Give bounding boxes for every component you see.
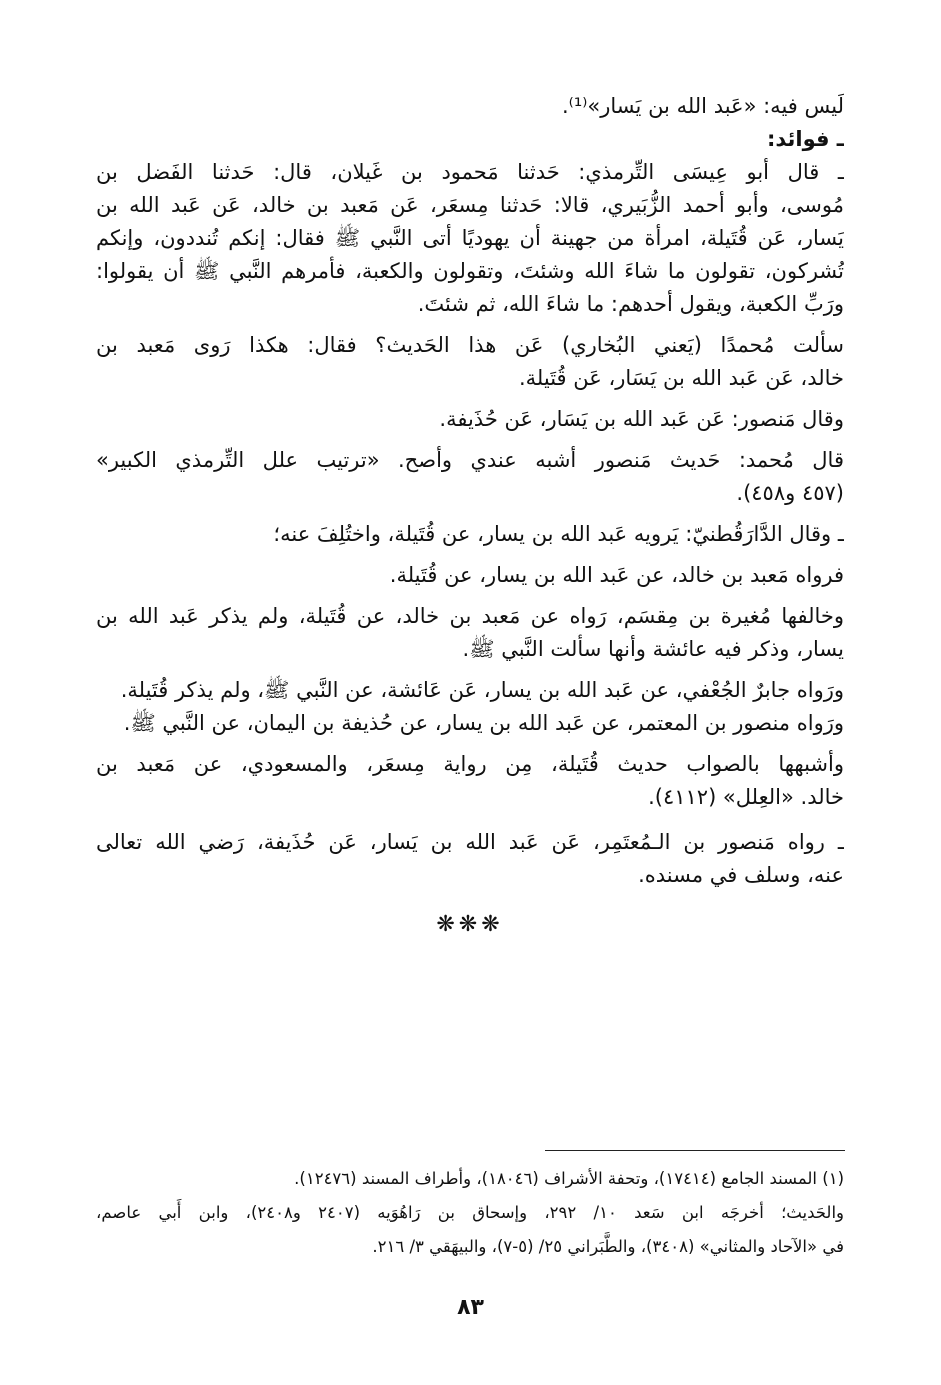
footnote-line: (١) المسند الجامع (١٧٤١٤)، وتحفة الأشراف (١٨٠٤٦)، وأطراف المسند (١٢٤٧٦). [294,1169,844,1188]
section-separator: ❋❋❋ [436,912,504,937]
main-text [96,90,844,940]
text-line: لَيس فيه: «عَبد الله بن يَسار»⁽¹⁾. [562,94,844,118]
text-line: ـ رواه مَنصور بن الـمُعتَمِر، عَن عَبد الله بن يَسار، عَن حُذَيفة، رَضي الله تعالى [96,830,844,854]
text-line: وأشبهها بالصواب حديث قُتَيلة، مِن رواية مِسعَر، والمسعودي، عن مَعبد بن [96,752,844,776]
text-line: سأَلت مُحمدًا (يَعني البُخاري) عَن هذا الحَديث؟ فقال: هكذا رَوى مَعبد بن [96,333,844,357]
text-line: تُشركون، تقولون ما شاءَ الله وشئتَ، وتقولون والكعبة، فأمرهم النَّبي ﷺ أن يقولوا: [96,259,844,283]
footnote-line: والحَديث؛ أخرجَه ابن سَعد ١٠/ ٢٩٢، وإسحاق بن رَاهُوَيه (٢٤٠٧ و٢٤٠٨)، وابن أَبي عاصم، [96,1203,844,1222]
section-heading: ـ فوائد: [766,127,844,151]
text-line: يَسار، عَن قُتَيلة، امرأة من جهينة أن يهوديًا أتى النَّبي ﷺ فقال: إنكم تُنددون، وإنكم [96,226,844,250]
text-line: (٤٥٧ و٤٥٨). [736,481,844,505]
text-line: ورَبِّ الكعبة، ويقول أحدهم: ما شاءَ الله، ثم شئتَ. [417,292,844,316]
text-line: خالد، عَن عَبد الله بن يَسَار، عَن قُتَيلة. [519,366,844,390]
text-line: خالد. «العِلل» (٤١١٢). [648,785,844,809]
footnotes [96,1162,844,1264]
text-line: وقال مَنصور: عَن عَبد الله بن يَسَار، عَن حُذَيفة. [439,407,844,431]
text-line: ـ وقال الدَّارَقُطنيّ: يَرويه عَبد الله بن يسار، عن قُتَيلة، واختُلِفَ عنه؛ [273,522,844,546]
text-line: ورَواه جابرٌ الجُعْفي، عن عَبد الله بن يسار، عَن عَائشة، عن النَّبي ﷺ، ولم يذكر قُتَيلة. [120,678,844,702]
text-line: ـ قال أبو عِيسَى التِّرمذي: حَدثنا مَحمود بن غَيلان، قال: حَدثنا الفَضل بن [96,160,844,184]
text-line: عنه، وسلف في مسنده. [638,863,844,887]
text-line: فرواه مَعبد بن خالد، عن عَبد الله بن يسار، عن قُتَيلة. [389,563,844,587]
footnote-line: في «الآحاد والمثاني» (٣٤٠٨)، والطَّبَراني ٢٥/ (٥-٧)، والبيهَقي ٣/ ٢١٦. [372,1237,844,1256]
text-line: يسار، وذكر فيه عائشة وأنها سأَلت النَّبي ﷺ. [462,637,844,661]
text-line: مُوسى، وأبو أحمد الزُّبَيري، قالا: حَدثنا مِسعَر، عَن مَعبد بن خالد، عَن عَبد الله بن [96,193,844,217]
text-line: ورَواه منصور بن المعتمر، عن عَبد الله بن يسار، عن حُذيفة بن اليمان، عن النَّبي ﷺ. [123,711,844,735]
text-line: وخالفها مُغيرة بن مِقسَم، رَواه عن مَعبد بن خالد، عن قُتَيلة، ولم يذكر عَبد الله بن [96,604,844,628]
text-line: قال مُحمد: حَديث مَنصور أشبه عندي وأصح. «ترتيب علل التِّرمذي الكبير» [96,448,844,472]
page-number: ٨٣ [457,1295,484,1320]
footnote-divider [545,1150,845,1151]
